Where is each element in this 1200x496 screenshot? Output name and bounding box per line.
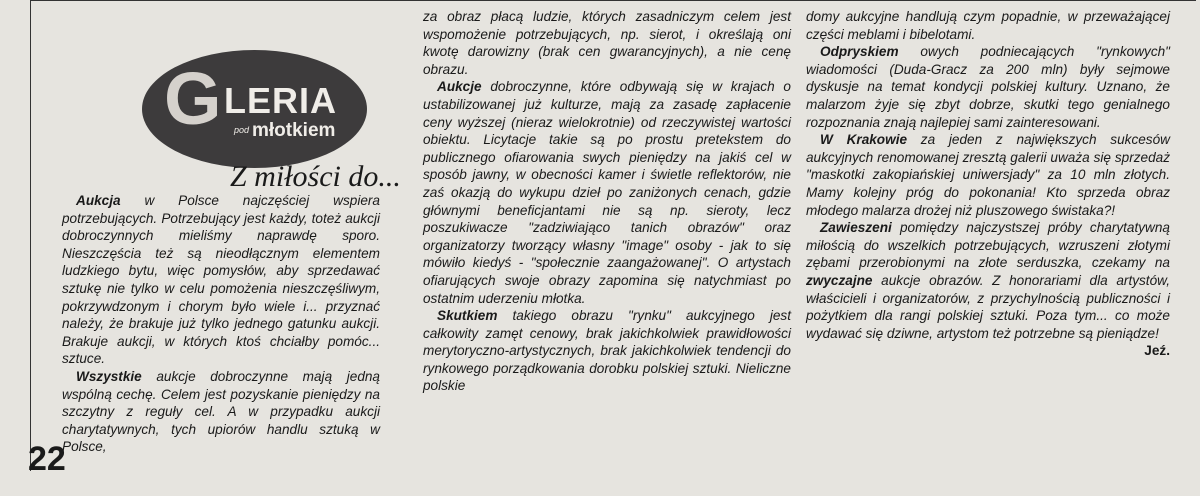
paragraph-text: aukcje dobroczynne mają jedną wspólną cechę. Celem jest pozyskanie pieniędzy na szczytny z reguły cel. A w przypadku aukcji charytatywnych, tych upiorów handlu sztuką w Polsce, xyxy=(62,368,380,455)
paragraph xyxy=(806,43,1170,131)
paragraph-text: aukcje obrazów. Z honorariami dla artystów, właścicieli i organizatorów, z przychylnością publiczności i pożytkiem dla rangi polskiej sztuki. Poza tym... co może wydawać się dziwne, artystom też potrzebne są pieniądze! xyxy=(806,272,1170,341)
paragraph-lead: Aukcje xyxy=(437,79,482,95)
paragraph xyxy=(806,219,1170,359)
paragraph xyxy=(423,78,791,307)
paragraph-text: pomiędzy najczystszej próby charytatywną miłością do wszelkich potrzebujących, wzruszeni złotymi zębami przerobionymi na złote serduszka, czekamy na xyxy=(806,220,1170,271)
paragraph-lead: Aukcja xyxy=(76,193,121,208)
article-column-2 xyxy=(423,8,791,395)
article-column-1 xyxy=(62,192,380,456)
paragraph xyxy=(806,131,1170,219)
paragraph xyxy=(62,192,380,368)
paragraph: domy aukcyjne handlują czym popadnie, w przeważającej części meblami i bibelotami. xyxy=(806,9,1170,42)
logo-word-pod: pod xyxy=(234,125,250,135)
paragraph xyxy=(423,307,791,395)
paragraph-lead: W Krakowie xyxy=(820,132,908,148)
galeria-logo xyxy=(142,50,367,168)
logo-word-leria: LERIA xyxy=(224,80,337,121)
paragraph xyxy=(62,368,380,456)
page-number: 22 xyxy=(28,440,66,478)
article-column-3 xyxy=(806,8,1170,360)
paragraph-lead: Odpryskiem xyxy=(820,44,899,60)
paragraph-text: dobroczynne, które odbywają się w krajach o ustabilizowanej już kulturze, mają za zasadę zapłacenie ceny wyższej (nieraz wielokrotnie) od rzeczywistej wartości obiektu. Licytacje takie są po prostu pretekstem do publicznego ofiarowania swych pieniędzy na jakiś cel w sposób jawny, w obecności kamer i świetle reflektorów, nie zaś okazją do wykupu dzieł po zaniżonych cenach, gdzie głównymi beneficjantami nie są np. sieroty, lecz poszukiwacze "zadziwiająco tanich obrazów" oraz organizatorzy tworzący własny "image" osoby - jak to się mówiło kiedyś - "społecznie zaangażowanej". O artystach ofiarujących swoje obrazy zapomina się natychmiast po ostatnim uderzeniu młotka. xyxy=(423,79,791,306)
paragraph: za obraz płacą ludzie, których zasadniczym celem jest wspomożenie potrzebujących, np. sierot, i określają oni kwotę darowizny (brak cen gwarancyjnych), a nie cenę obrazu. xyxy=(423,9,791,77)
paragraph-lead: Skutkiem xyxy=(437,308,498,324)
logo-letter-g: G xyxy=(164,57,222,140)
paragraph-emphasis: zwyczajne xyxy=(806,272,873,288)
logo-word-mlotkiem: młotkiem xyxy=(252,120,336,141)
paragraph-lead: Wszystkie xyxy=(76,368,142,384)
article-subtitle: Z miłości do... xyxy=(230,160,401,193)
paragraph-lead: Zawieszeni xyxy=(820,220,892,236)
paragraph-text: takiego obrazu "rynku" aukcyjnego jest całkowity zamęt cenowy, brak jakichkolwiek prawidłowości merytoryczno-artystycznych, brak jakichkolwiek tendencji do rynkowego porządkowania dorobku polskiej sztuki. Nieliczne polskie xyxy=(423,308,791,394)
paragraph-text: owych podniecających "rynkowych" wiadomości (Duda-Gracz za 200 mln) były sejmowe dyskusje na temat kondycji polskiej kultury. Uznano, że malarzom żyje się zbyt dobrze, skutki tego genialnego rozpoznania znają najlepiej sami zainteresowani. xyxy=(806,44,1170,130)
author-signature: Jeź. xyxy=(1144,343,1170,359)
paragraph-text: w Polsce najczęściej wspiera potrzebujących. Potrzebujący jest każdy, toteż aukcji dobroczynnych mieliśmy naprawdę sporo. Nieszczęścia też są nieodłącznym elementem ludzkiego bytu, więc pomysłów, aby sprzedawać sztukę nie tylko w celu pomożenia nieszczęśliwym, pokrzywdzonym i chorym było wiele i... przyznać należy, że brakuje już tylko jednego gatunku aukcji. Brakuje aukcji, w których ktoś chciałby pomóc... sztuce. xyxy=(62,193,380,367)
paragraph-text: za jeden z największych sukcesów aukcyjnych renomowanej zresztą galerii uważa się sprzedaż "maskotki zakopiańskiej uniwersjady" za 10 mln złotych. Mamy kolejny próg do pokonania! Kto sprzeda obraz młodego malarza drożej niż pluszowego świstaka?! xyxy=(806,132,1170,218)
